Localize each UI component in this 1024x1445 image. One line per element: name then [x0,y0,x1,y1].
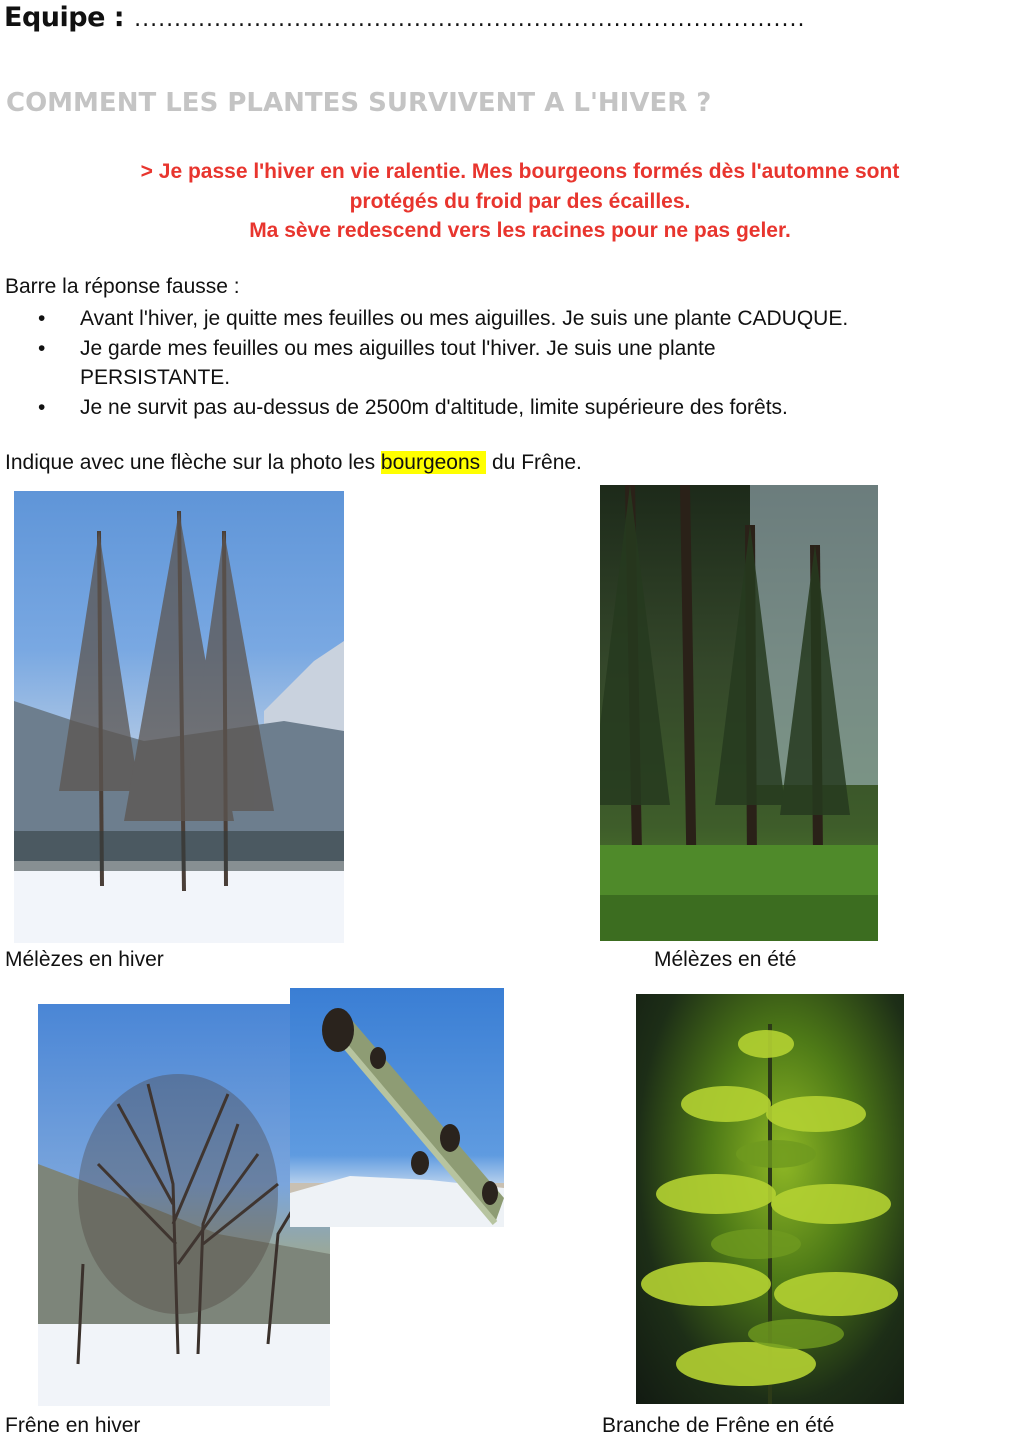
intro-line-1: > Je passe l'hiver en vie ralentie. Mes bourgeons formés dès l'automne sont [140,160,900,183]
ash-summer-illustration [636,994,904,1404]
team-line [4,2,806,33]
answer-option: • Avant l'hiver, je quitte mes feuilles ou mes aiguilles. Je suis une plante CADUQUE. [38,304,1018,334]
caption-ash-summer: Branche de Frêne en été [602,1414,835,1437]
team-name-blank: .................................................................................... [134,7,806,32]
intro-line-3: Ma sève redescend vers les racines pour ne pas geler. [249,219,791,242]
caption-larches-winter: Mélèzes en hiver [5,948,164,971]
exercise1-instruction: Barre la réponse fausse : [5,275,240,298]
exercise2-text-before: Indique avec une flèche sur la photo les [5,451,381,474]
exercise2-text-after: du Frêne. [486,451,582,474]
answer-option: • Je ne survit pas au-dessus de 2500m d'altitude, limite supérieure des forêts. [38,393,1018,423]
intro-line-2: protégés du froid par des écailles. [349,189,691,213]
caption-ash-winter: Frêne en hiver [5,1414,141,1437]
team-label: Equipe : [4,2,125,33]
highlighted-word: bourgeons [381,451,486,474]
intro-text [40,157,1000,246]
photo-larches-winter [14,491,344,943]
photo-ash-winter [38,1004,330,1406]
photo-larches-summer [600,485,878,941]
ash-winter-illustration [38,1004,330,1406]
caption-larches-summer: Mélèzes en été [654,948,797,971]
answer-options-list [38,304,1018,422]
photo-ash-bud-closeup [290,988,504,1227]
ash-bud-illustration [290,988,504,1227]
answer-option: • Je garde mes feuilles ou mes aiguilles tout l'hiver. Je suis une plante PERSISTANTE. [38,334,1018,393]
larches-winter-illustration [14,491,344,943]
photo-ash-summer [636,994,904,1404]
exercise2-instruction [5,451,582,475]
page-title: COMMENT LES PLANTES SURVIVENT A L'HIVER ? [6,88,712,118]
larches-summer-illustration [600,485,878,941]
